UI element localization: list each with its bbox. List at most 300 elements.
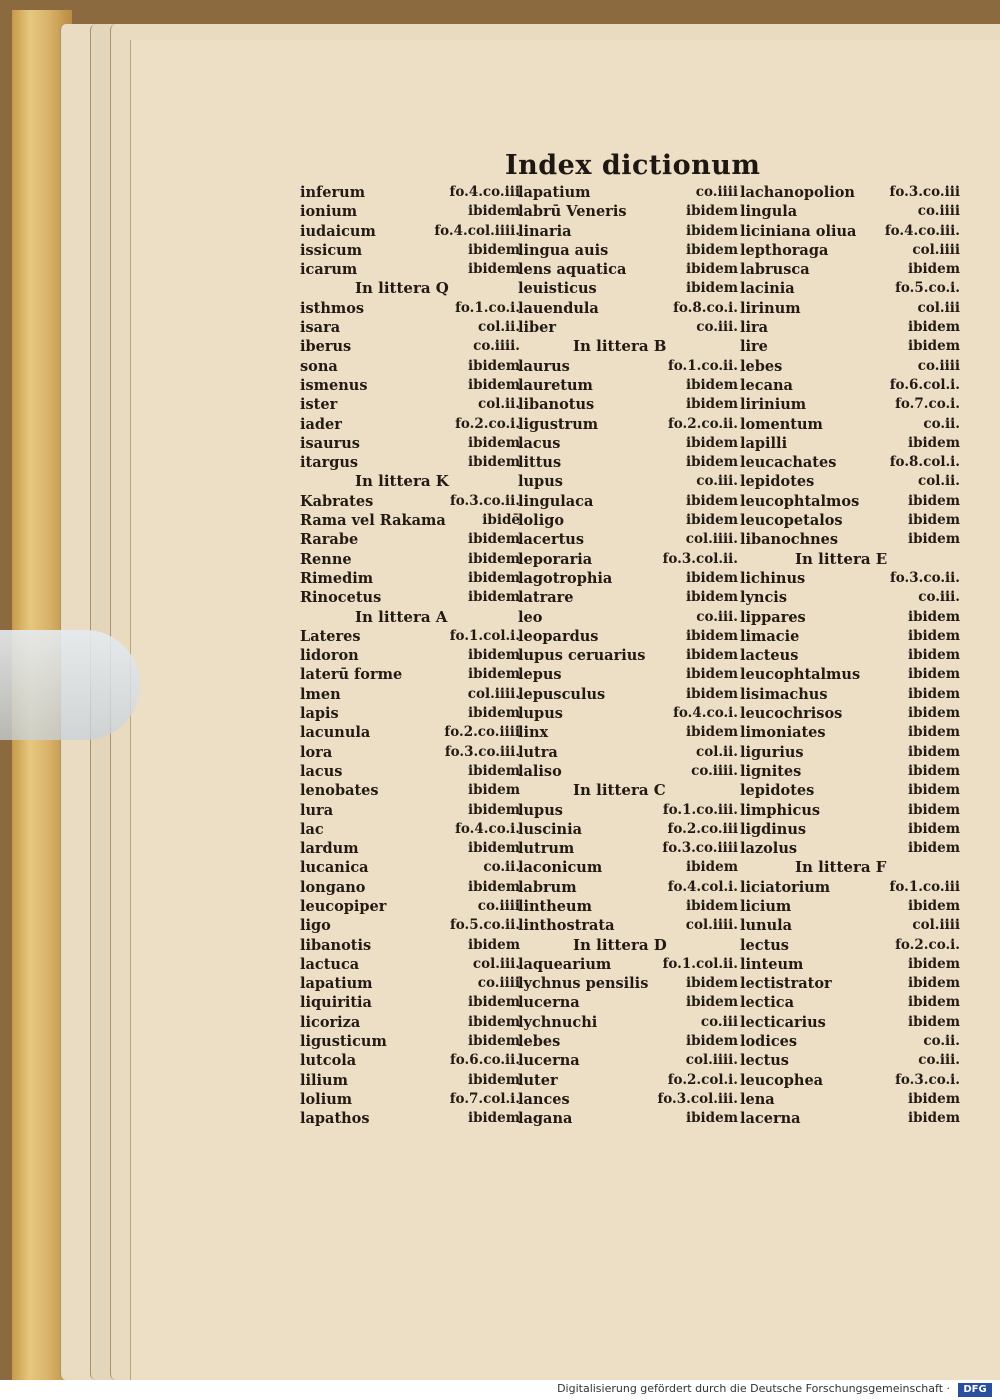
entry-word: lepusculus xyxy=(518,685,606,703)
index-entry xyxy=(740,222,960,241)
entry-word: linthostrata xyxy=(518,917,615,935)
entry-word: lolium xyxy=(300,1090,353,1108)
entry-reference: ibidem xyxy=(685,1033,738,1050)
index-entry xyxy=(300,974,520,993)
index-entry xyxy=(518,222,738,241)
index-entry xyxy=(300,685,520,704)
index-entry xyxy=(300,1090,520,1109)
entry-reference: ibidem xyxy=(467,666,520,683)
entry-reference: ibidem xyxy=(467,647,520,664)
entry-word: lauretum xyxy=(518,376,593,394)
section-heading xyxy=(300,608,520,627)
index-entry xyxy=(740,472,960,491)
index-entry xyxy=(740,337,960,356)
entry-word: lacunula xyxy=(300,724,371,742)
index-entry xyxy=(518,395,738,414)
index-entry xyxy=(518,1109,738,1128)
entry-word: lutcola xyxy=(300,1052,357,1070)
entry-word: lebes xyxy=(740,357,783,375)
entry-word: licium xyxy=(740,897,792,915)
entry-reference: ibidem xyxy=(907,627,960,644)
footer-bar xyxy=(0,1380,1000,1400)
index-entry xyxy=(740,569,960,588)
entry-reference: fo.8.col.i. xyxy=(889,454,960,471)
index-entry xyxy=(740,878,960,897)
entry-reference: ibidem xyxy=(907,1013,960,1030)
entry-reference: co.iii xyxy=(700,1013,738,1030)
index-entry xyxy=(300,183,520,202)
entry-word: sona xyxy=(300,357,338,375)
entry-reference: ibidem xyxy=(467,454,520,471)
entry-reference: ibidem xyxy=(907,261,960,278)
entry-reference: ibidem xyxy=(467,1071,520,1088)
entry-word: lutrum xyxy=(518,840,575,858)
entry-reference: col.iiii xyxy=(912,917,960,934)
entry-reference: co.ii. xyxy=(483,859,520,876)
entry-reference: ibidem xyxy=(907,762,960,779)
index-entry xyxy=(518,1071,738,1090)
entry-word: icarum xyxy=(300,261,358,279)
entry-reference: ibidem xyxy=(467,261,520,278)
entry-reference: ibidem xyxy=(467,1033,520,1050)
entry-word: lora xyxy=(300,743,333,761)
entry-word: leucopetalos xyxy=(740,512,843,530)
entry-reference: co.iiii. xyxy=(691,762,738,779)
index-entry xyxy=(740,743,960,762)
entry-word: liquiritia xyxy=(300,994,372,1012)
entry-reference: fo.4.col.i. xyxy=(667,878,738,895)
index-entry xyxy=(740,1032,960,1051)
entry-word: lutra xyxy=(518,743,558,761)
entry-reference: ibidem xyxy=(907,1090,960,1107)
entry-reference: fo.3.co.iii xyxy=(889,184,960,200)
index-entry xyxy=(740,357,960,376)
entry-word: ligustrum xyxy=(518,415,599,433)
entry-reference: co.iiii xyxy=(477,975,520,992)
entry-word: Renne xyxy=(300,550,352,568)
entry-word: Rama vel Rakama xyxy=(300,512,446,530)
entry-reference: ibidem xyxy=(467,840,520,857)
index-entry xyxy=(518,993,738,1012)
entry-reference: ibidem xyxy=(685,666,738,683)
index-entry xyxy=(740,704,960,723)
entry-reference: fo.2.co.ii. xyxy=(667,415,738,432)
entry-reference: ibidem xyxy=(467,878,520,895)
entry-reference: ibidem xyxy=(907,820,960,837)
entry-word: lebes xyxy=(518,1033,561,1051)
entry-reference: ibidem xyxy=(907,801,960,818)
entry-reference: co.iii. xyxy=(696,319,738,336)
index-entry xyxy=(740,762,960,781)
entry-reference: ibidem xyxy=(685,975,738,992)
index-entry xyxy=(518,569,738,588)
index-entry xyxy=(300,376,520,395)
index-entry xyxy=(740,183,960,202)
entry-word: limoniates xyxy=(740,724,826,742)
entry-word: lintheum xyxy=(518,897,592,915)
entry-reference: ibidem xyxy=(467,376,520,393)
entry-reference: fo.4.co.i. xyxy=(673,705,738,722)
entry-word: iudaicum xyxy=(300,222,376,240)
entry-reference: col.iiii. xyxy=(467,685,520,702)
index-entry xyxy=(300,762,520,781)
section-heading xyxy=(300,472,520,491)
index-entry xyxy=(300,395,520,414)
entry-reference: ibidem xyxy=(685,454,738,471)
entry-reference: col.ii. xyxy=(477,319,520,336)
entry-reference: ibidem xyxy=(467,550,520,567)
page-heading: Index dictionum xyxy=(505,150,761,181)
entry-word: lisimachus xyxy=(740,685,828,703)
entry-word: isthmos xyxy=(300,299,365,317)
index-entry xyxy=(300,858,520,877)
index-entry xyxy=(300,936,520,955)
entry-reference: ibidem xyxy=(907,666,960,683)
index-entry xyxy=(518,858,738,877)
entry-word: leucophea xyxy=(740,1071,824,1089)
entry-reference: co.iii. xyxy=(696,473,738,490)
section-heading-label: In littera E xyxy=(795,549,888,568)
index-entry xyxy=(300,646,520,665)
index-entry xyxy=(518,839,738,858)
index-entry xyxy=(518,183,738,202)
entry-word: lacinia xyxy=(740,280,795,298)
index-entry xyxy=(300,1051,520,1070)
index-entry xyxy=(740,1013,960,1032)
entry-word: Kabrates xyxy=(300,492,374,510)
section-heading-label: In littera F xyxy=(795,858,887,877)
entry-reference: co.iiii. xyxy=(473,338,520,355)
entry-reference: col.iiii. xyxy=(685,1052,738,1069)
entry-word: lucanica xyxy=(300,859,369,877)
entry-reference: fo.2.co.iiii xyxy=(444,724,520,741)
index-entry xyxy=(300,453,520,472)
index-entry xyxy=(518,955,738,974)
entry-word: lacteus xyxy=(740,647,799,665)
section-heading-label: In littera C xyxy=(573,781,666,800)
entry-reference: ibidem xyxy=(685,396,738,413)
entry-reference: ibidem xyxy=(467,782,520,799)
entry-reference: ibidem xyxy=(907,975,960,992)
index-entry xyxy=(518,202,738,221)
entry-reference: ibidem xyxy=(467,241,520,258)
index-entry xyxy=(300,434,520,453)
index-entry xyxy=(300,1013,520,1032)
index-entry xyxy=(740,415,960,434)
entry-word: laconicum xyxy=(518,859,603,877)
entry-word: lectus xyxy=(740,936,789,954)
entry-word: lacus xyxy=(300,762,343,780)
entry-word: lacertus xyxy=(518,531,585,549)
index-entry xyxy=(740,318,960,337)
entry-word: lapatium xyxy=(518,184,591,201)
index-entry xyxy=(740,897,960,916)
entry-word: iberus xyxy=(300,338,352,356)
entry-reference: ibidem xyxy=(685,1110,738,1127)
entry-reference: ibidem xyxy=(907,1110,960,1127)
entry-word: lingulaca xyxy=(518,492,594,510)
section-heading xyxy=(518,781,738,800)
index-entry xyxy=(740,974,960,993)
entry-reference: ibidem xyxy=(907,724,960,741)
entry-reference: fo.3.co.i. xyxy=(895,1071,960,1088)
entry-reference: fo.1.co.ii. xyxy=(667,357,738,374)
entry-reference: ibidem xyxy=(907,434,960,451)
index-entry xyxy=(300,878,520,897)
entry-word: lecana xyxy=(740,376,793,394)
entry-reference: col.iiii xyxy=(912,241,960,258)
index-entry xyxy=(740,1090,960,1109)
entry-word: ismenus xyxy=(300,376,368,394)
index-entry xyxy=(300,839,520,858)
index-entry xyxy=(300,897,520,916)
index-entry xyxy=(518,241,738,260)
entry-word: lena xyxy=(740,1090,775,1108)
index-entry xyxy=(518,260,738,279)
index-column-1 xyxy=(300,183,520,1129)
entry-word: lupus xyxy=(518,473,563,491)
entry-reference: fo.6.co.ii. xyxy=(449,1052,520,1069)
entry-reference: ibidem xyxy=(907,897,960,914)
entry-reference: co.iii. xyxy=(918,589,960,606)
entry-word: leporaria xyxy=(518,550,593,568)
entry-word: leucochrisos xyxy=(740,705,843,723)
entry-word: lepthoraga xyxy=(740,241,829,259)
entry-word: lupus xyxy=(518,801,563,819)
index-entry xyxy=(740,820,960,839)
entry-reference: co.iiii xyxy=(477,897,520,914)
index-entry xyxy=(300,704,520,723)
index-entry xyxy=(518,588,738,607)
index-entry xyxy=(300,955,520,974)
entry-reference: ibidem xyxy=(467,762,520,779)
entry-word: ligurius xyxy=(740,743,804,761)
index-entry xyxy=(518,723,738,742)
index-entry xyxy=(300,801,520,820)
entry-word: lyncis xyxy=(740,589,787,607)
index-entry xyxy=(740,299,960,318)
entry-word: lirinum xyxy=(740,299,801,317)
entry-reference: ibidem xyxy=(467,589,520,606)
index-entry xyxy=(300,241,520,260)
entry-reference: ibidem xyxy=(685,569,738,586)
entry-word: inferum xyxy=(300,184,366,201)
entry-word: lauendula xyxy=(518,299,599,317)
index-entry xyxy=(300,993,520,1012)
index-entry xyxy=(300,318,520,337)
index-entry xyxy=(518,530,738,549)
index-entry xyxy=(518,453,738,472)
entry-word: leucophtalmos xyxy=(740,492,860,510)
section-heading xyxy=(740,858,960,877)
entry-word: lectistrator xyxy=(740,975,832,993)
entry-reference: fo.1.co.iii xyxy=(889,878,960,895)
entry-reference: col.ii. xyxy=(477,396,520,413)
section-heading xyxy=(300,279,520,298)
entry-reference: ibidem xyxy=(685,647,738,664)
entry-word: latrare xyxy=(518,589,574,607)
index-entry xyxy=(518,279,738,298)
index-entry xyxy=(300,299,520,318)
index-entry xyxy=(740,916,960,935)
entry-word: lirinium xyxy=(740,396,807,414)
index-entry xyxy=(300,337,520,356)
entry-reference: ibidem xyxy=(907,647,960,664)
index-entry xyxy=(518,743,738,762)
entry-word: lura xyxy=(300,801,334,819)
entry-reference: ibidem xyxy=(685,859,738,876)
index-entry xyxy=(518,511,738,530)
entry-reference: ibidem xyxy=(685,261,738,278)
entry-word: lippares xyxy=(740,608,806,626)
entry-reference: ibidem xyxy=(907,319,960,336)
entry-reference: ibidem xyxy=(685,897,738,914)
index-entry xyxy=(518,704,738,723)
entry-word: laliso xyxy=(518,762,562,780)
entry-word: lira xyxy=(740,319,769,337)
entry-word: lagana xyxy=(518,1110,573,1128)
index-entry xyxy=(518,665,738,684)
entry-word: lapilli xyxy=(740,434,788,452)
entry-word: lagotrophia xyxy=(518,569,613,587)
index-entry xyxy=(300,569,520,588)
index-entry xyxy=(300,202,520,221)
index-entry xyxy=(518,685,738,704)
entry-word: lapatium xyxy=(300,975,373,993)
entry-word: leucopiper xyxy=(300,897,387,915)
footer-credit: Digitalisierung gefördert durch die Deutsche Forschungsgemeinschaft · xyxy=(557,1382,950,1395)
entry-reference: ibidem xyxy=(467,801,520,818)
entry-reference: ibidem xyxy=(685,685,738,702)
entry-reference: ibidem xyxy=(467,569,520,586)
index-entry xyxy=(740,453,960,472)
entry-word: laurus xyxy=(518,357,570,375)
entry-word: lecticarius xyxy=(740,1013,826,1031)
entry-word: lupus xyxy=(518,705,563,723)
index-entry xyxy=(518,1032,738,1051)
entry-word: lychnuchi xyxy=(518,1013,598,1031)
entry-reference: ibidem xyxy=(685,241,738,258)
entry-word: lepidotes xyxy=(740,782,815,800)
index-entry xyxy=(740,1071,960,1090)
index-entry xyxy=(740,993,960,1012)
entry-reference: ibidem xyxy=(685,724,738,741)
entry-word: lingua auis xyxy=(518,241,609,259)
index-entry xyxy=(740,279,960,298)
entry-reference: ibidē xyxy=(482,512,520,529)
entry-reference: col.iii xyxy=(917,299,960,316)
index-entry xyxy=(518,974,738,993)
entry-reference: ibidem xyxy=(467,1110,520,1127)
index-entry xyxy=(740,376,960,395)
entry-word: lichinus xyxy=(740,569,806,587)
entry-word: itargus xyxy=(300,454,359,472)
entry-word: lychnus pensilis xyxy=(518,975,649,993)
entry-word: lunula xyxy=(740,917,793,935)
index-entry xyxy=(518,878,738,897)
index-entry xyxy=(740,492,960,511)
index-entry xyxy=(300,1071,520,1090)
entry-word: leuisticus xyxy=(518,280,597,298)
index-entry xyxy=(518,492,738,511)
entry-reference: ibidem xyxy=(685,492,738,509)
entry-reference: fo.4.co.iii. xyxy=(884,222,960,239)
section-heading-label: In littera Q xyxy=(355,279,449,298)
index-entry xyxy=(300,820,520,839)
entry-reference: fo.7.co.i. xyxy=(895,396,960,413)
entry-word: laquearium xyxy=(518,955,612,973)
entry-word: lachanopolion xyxy=(740,184,855,201)
glass-glare xyxy=(0,630,140,740)
index-entry xyxy=(518,434,738,453)
entry-word: labrusca xyxy=(740,261,810,279)
index-entry xyxy=(300,781,520,800)
entry-reference: ibidem xyxy=(907,608,960,625)
entry-reference: col.iiii. xyxy=(685,531,738,548)
entry-reference: fo.1.col.i. xyxy=(449,627,520,644)
entry-word: linx xyxy=(518,724,549,742)
entry-reference: ibidem xyxy=(685,589,738,606)
entry-word: luter xyxy=(518,1071,558,1089)
index-entry xyxy=(300,723,520,742)
entry-reference: ibidem xyxy=(467,1013,520,1030)
index-entry xyxy=(740,395,960,414)
entry-reference: fo.5.co.ii. xyxy=(449,917,520,934)
section-heading xyxy=(740,550,960,569)
entry-reference: co.ii. xyxy=(923,1033,960,1050)
index-entry xyxy=(740,665,960,684)
index-entry xyxy=(518,801,738,820)
entry-reference: ibidem xyxy=(907,685,960,702)
entry-reference: fo.2.col.i. xyxy=(667,1071,738,1088)
entry-word: Lateres xyxy=(300,627,361,645)
entry-reference: co.ii. xyxy=(923,415,960,432)
index-entry xyxy=(518,1090,738,1109)
entry-word: laterū forme xyxy=(300,666,403,684)
entry-reference: fo.4.col.iiii. xyxy=(434,222,520,239)
index-entry xyxy=(518,897,738,916)
entry-reference: ibidem xyxy=(467,705,520,722)
entry-word: linteum xyxy=(740,955,804,973)
entry-reference: ibidem xyxy=(907,512,960,529)
entry-word: liber xyxy=(518,319,557,337)
entry-word: libanochnes xyxy=(740,531,839,549)
entry-word: liciniana oliua xyxy=(740,222,857,240)
entry-word: lens aquatica xyxy=(518,261,627,279)
entry-word: linaria xyxy=(518,222,572,240)
entry-word: libanotus xyxy=(518,396,595,414)
entry-reference: ibidem xyxy=(907,492,960,509)
entry-word: Rimedim xyxy=(300,569,374,587)
section-heading xyxy=(518,936,738,955)
index-entry xyxy=(740,511,960,530)
entry-word: ligusticum xyxy=(300,1033,387,1051)
entry-word: leucophtalmus xyxy=(740,666,861,684)
index-entry xyxy=(300,260,520,279)
index-entry xyxy=(518,762,738,781)
index-entry xyxy=(740,202,960,221)
entry-reference: fo.5.co.i. xyxy=(895,280,960,297)
entry-reference: fo.4.co.i. xyxy=(455,820,520,837)
entry-word: loligo xyxy=(518,512,565,530)
entry-word: lapis xyxy=(300,705,339,723)
index-entry xyxy=(518,608,738,627)
entry-word: Rarabe xyxy=(300,531,359,549)
index-entry xyxy=(300,916,520,935)
entry-reference: ibidem xyxy=(685,994,738,1011)
entry-word: licoriza xyxy=(300,1013,361,1031)
section-heading-label: In littera A xyxy=(355,607,448,626)
